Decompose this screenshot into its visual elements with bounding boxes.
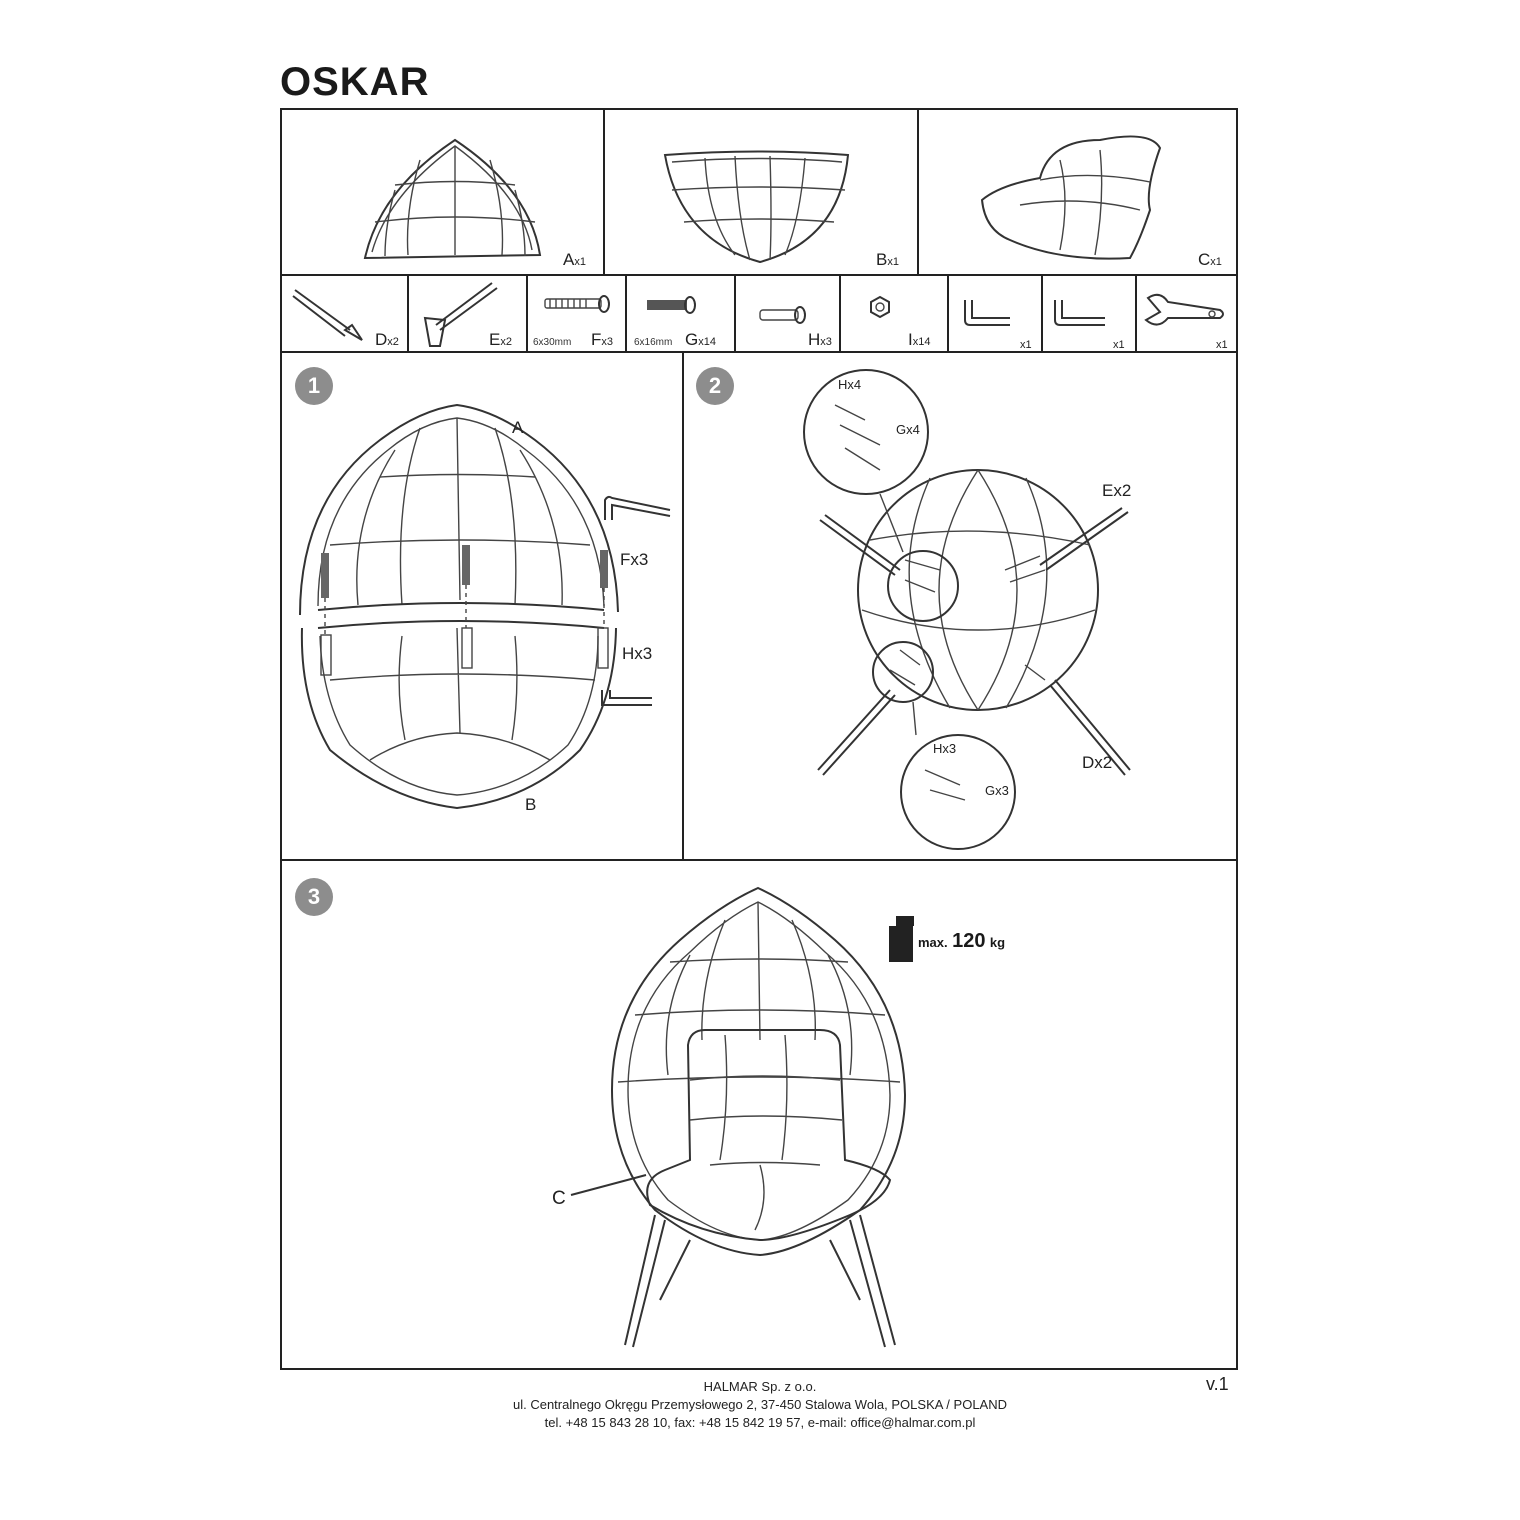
version-label: v.1 <box>1206 1374 1229 1394</box>
sheet-border <box>281 109 1237 1369</box>
footer-address: ul. Centralnego Okręgu Przemysłowego 2, 37-450 Stalowa Wola, POLSKA / POLAND <box>512 1397 1007 1412</box>
step-2-label-g4: Gx4 <box>896 422 920 437</box>
step-3-badge: 3 <box>295 878 333 916</box>
hardware-h-label: Hx3 <box>808 330 832 349</box>
step-2-label-e2: Ex2 <box>1102 481 1132 500</box>
step-2-label-h3: Hx3 <box>933 741 957 756</box>
step-1-label-h: Hx3 <box>622 644 653 663</box>
footer-contact: tel. +48 15 843 28 10, fax: +48 15 842 19 57, e-mail: office@halmar.com.pl <box>544 1415 976 1430</box>
hardware-f-label: Fx3 <box>591 330 614 349</box>
step-2-label-g3: Gx3 <box>985 783 1009 798</box>
hardware-g-label: Gx14 <box>685 330 716 349</box>
hardware-f-size: 6x30mm <box>533 337 572 348</box>
max-load-label: max. 120 kg <box>918 930 1006 952</box>
hardware-g-size: 6x16mm <box>634 337 673 348</box>
hardware-i-label: Ix14 <box>908 330 931 349</box>
footer-company: HALMAR Sp. z o.o. <box>703 1379 817 1394</box>
document-title: OSKAR <box>280 60 430 104</box>
step-2-label-d2: Dx2 <box>1082 753 1113 772</box>
part-b-drawing <box>665 152 848 263</box>
part-c-label: Cx1 <box>1198 250 1222 269</box>
hardware-d-label: Dx2 <box>375 330 399 349</box>
wrench-label: x1 <box>1216 339 1228 351</box>
step-1-label-f: Fx3 <box>620 550 649 569</box>
part-a-drawing <box>365 140 540 258</box>
hardware-icons <box>293 283 1223 346</box>
hex-key-large-label: x1 <box>1113 339 1125 351</box>
step-1-label-a: A <box>512 418 524 437</box>
step-1-badge: 1 <box>295 367 333 405</box>
step-2-label-h4: Hx4 <box>838 377 862 392</box>
step-2-drawing <box>804 370 1130 849</box>
part-b-label: Bx1 <box>876 250 899 269</box>
step-2-badge: 2 <box>696 367 734 405</box>
part-a-label: Ax1 <box>563 250 586 269</box>
step-1-drawing <box>300 405 670 808</box>
part-c-drawing <box>982 136 1160 258</box>
step-1-label-b: B <box>525 795 537 814</box>
hardware-e-label: Ex2 <box>489 330 512 349</box>
step-3-drawing <box>571 888 914 1347</box>
step-3-label-c: C <box>552 1188 566 1209</box>
hex-key-small-label: x1 <box>1020 339 1032 351</box>
